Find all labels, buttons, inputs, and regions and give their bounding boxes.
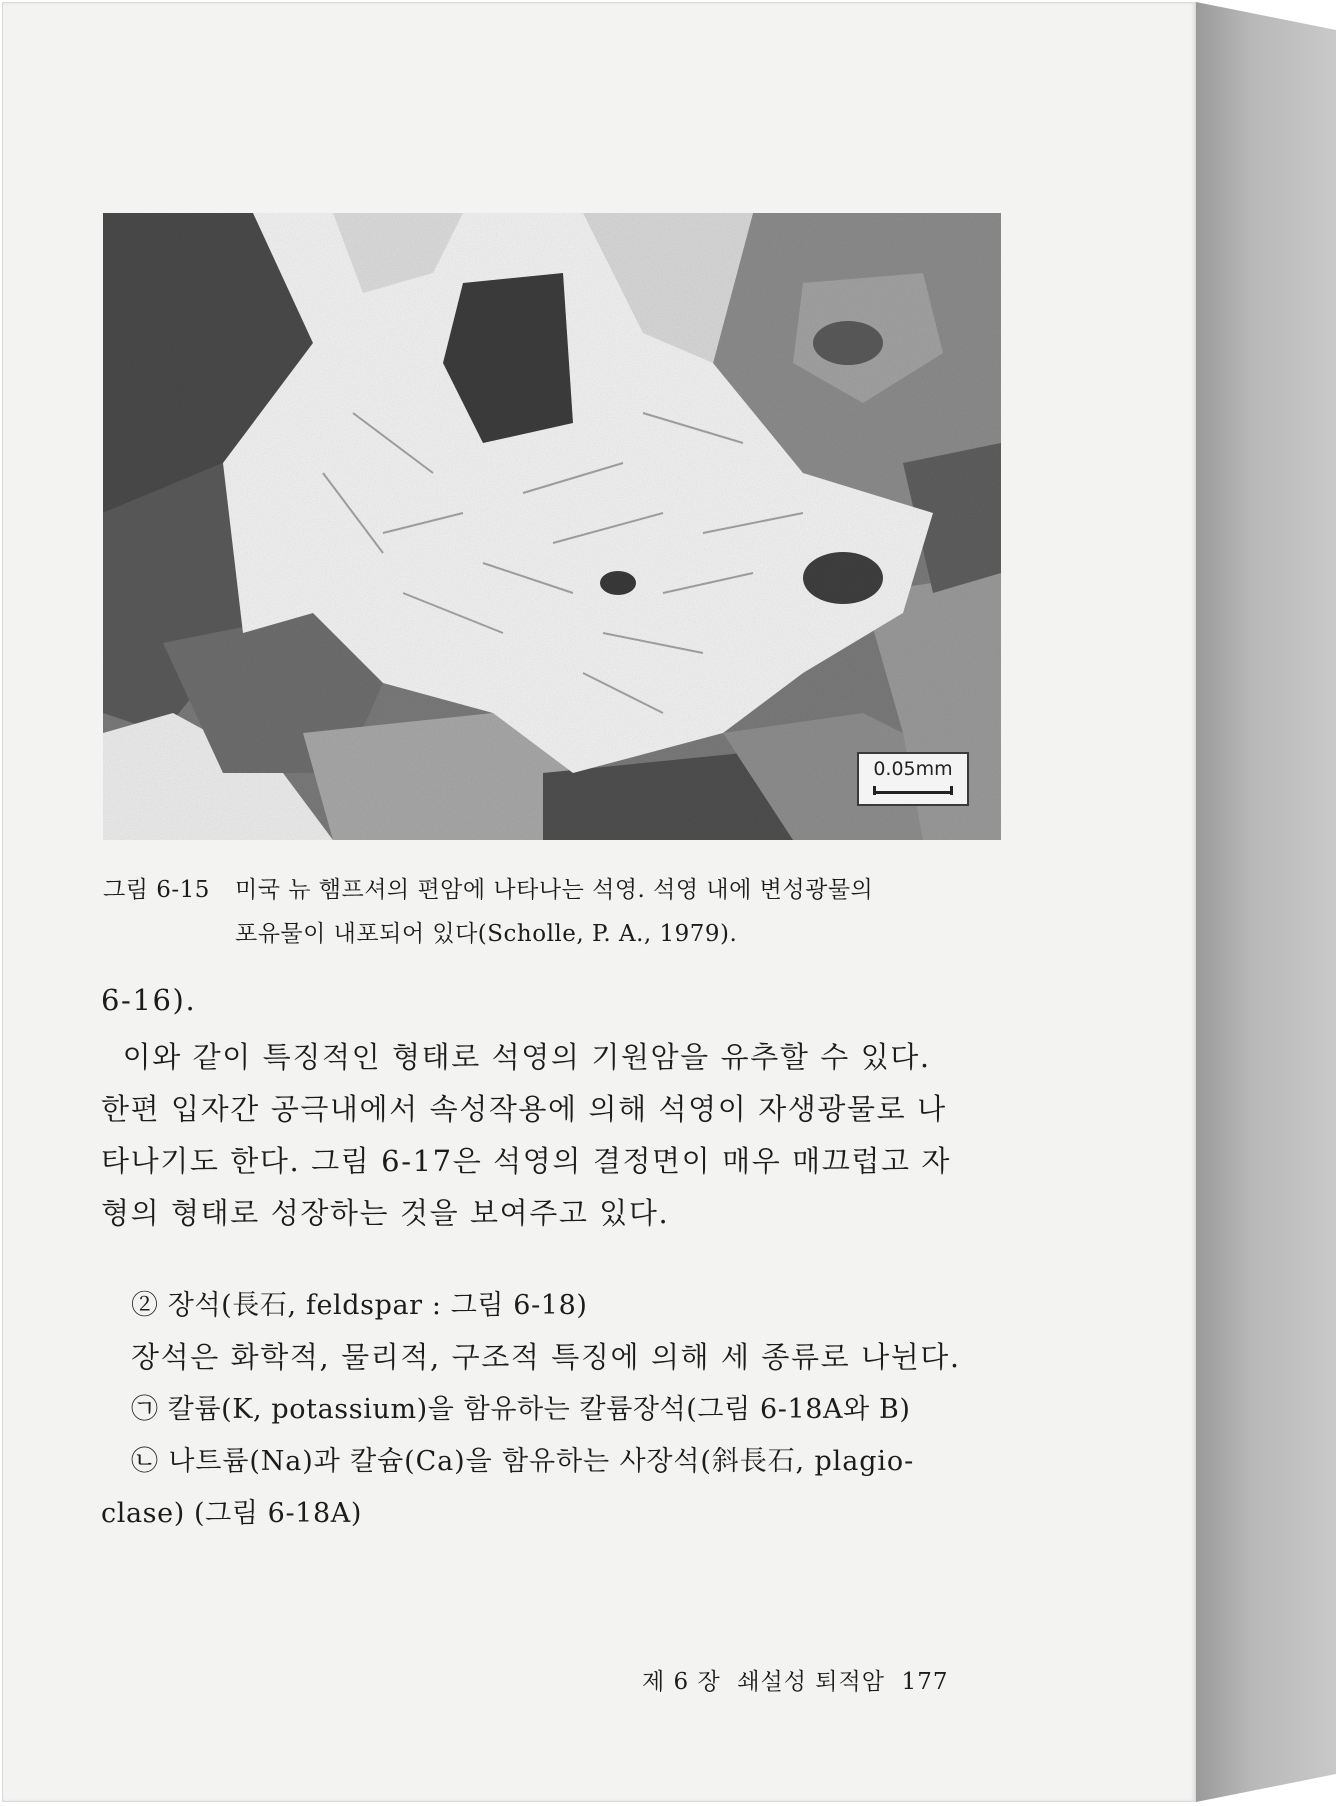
micrograph-image xyxy=(103,213,1001,840)
list-item-b-line-2: clase) (그림 6-18A) xyxy=(101,1498,362,1529)
figure-caption xyxy=(103,868,1003,956)
scale-bar xyxy=(857,752,969,806)
paragraph-line-1: 이와 같이 특징적인 형태로 석영의 기원암을 유추할 수 있다. xyxy=(101,1040,931,1074)
micrograph-photo xyxy=(103,213,1001,840)
continued-ref: 6-16). xyxy=(101,983,197,1017)
paragraph-line-4: 형의 형태로 성장하는 것을 보여주고 있다. xyxy=(101,1196,670,1230)
paragraph-line-3: 타나기도 한다. 그림 6-17은 석영의 결정면이 매우 매끄럽고 자 xyxy=(101,1144,952,1178)
scale-bar-line xyxy=(873,791,953,794)
section-heading-feldspar: ② 장석(長石, feldspar : 그림 6-18) xyxy=(131,1290,588,1321)
caption-line-2: 포유물이 내포되어 있다(Scholle, P. A., 1979). xyxy=(235,921,738,947)
caption-text-1: 미국 뉴 햄프셔의 편암에 나타나는 석영. 석영 내에 변성광물의 xyxy=(235,877,874,903)
scale-bar-label: 0.05mm xyxy=(873,758,953,780)
section-intro: 장석은 화학적, 물리적, 구조적 특징에 의해 세 종류로 나뉜다. xyxy=(131,1340,961,1374)
book-edge xyxy=(1196,2,1336,1802)
list-item-a: ㉠ 칼륨(K, potassium)을 함유하는 칼륨장석(그림 6-18A와 B) xyxy=(131,1394,911,1425)
caption-line-1 xyxy=(103,868,1003,912)
list-item-b-line-1: ㉡ 나트륨(Na)과 칼슘(Ca)을 함유하는 사장석(斜長石, plagio- xyxy=(131,1446,915,1477)
caption-label: 그림 6-15 xyxy=(103,877,210,903)
paragraph-line-2: 한편 입자간 공극내에서 속성작용에 의해 석영이 자생광물로 나 xyxy=(101,1092,947,1126)
running-footer: 제 6 장 쇄설성 퇴적암 177 xyxy=(642,1669,949,1695)
